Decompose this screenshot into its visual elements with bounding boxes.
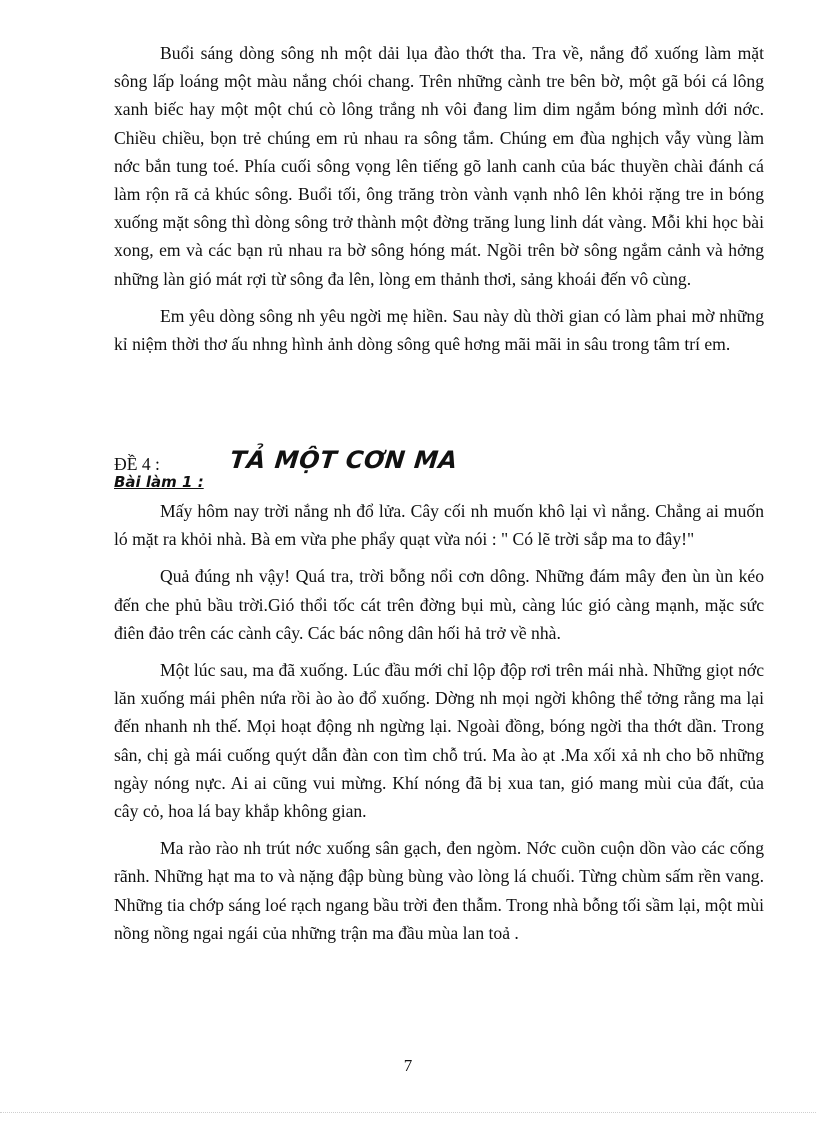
intro-paragraph-2: Em yêu dòng sông nh yêu ngời mẹ hiền. Sau này dù thời gian có làm phai mờ những kỉ niệm thời thơ ấu nhng hình ảnh dòng sông quê hơng mãi mãi in sâu trong tâm trí em.	[114, 305, 764, 355]
section-label: ĐỀ 4 :	[114, 454, 160, 474]
section-heading	[114, 448, 764, 498]
intro-paragraph-1: Buổi sáng dòng sông nh một dải lụa đào thớt tha. Tra về, nắng đổ xuống làm mặt sông lấp loáng một màu nắng chói chang. Trên những cành tre bên bờ, một gã bói cá lông xanh biếc hay một một chú cò lông trắng nh vôi đang lim dim ngắm bóng mình dới nớc. Chiều chiều, bọn trẻ chúng em rủ nhau ra sông tắm. Chúng em đùa nghịch vẫy vùng làm nớc bắn tung toé. Phía cuối sông vọng lên tiếng gõ lanh canh của bác thuyền chài đánh cá làm rộn rã cả khúc sông. Buổi tối, ông trăng tròn vành vạnh nhô lên khỏi rặng tre in bóng xuống mặt sông thì dòng sông trở thành một đờng trăng lung linh dát vàng. Mỗi khi học bài xong, em và các bạn rủ nhau ra bờ sông hóng mát. Ngồi trên bờ sông ngắm cảnh và hởng những làn gió mát rợi từ sông đa lên, lòng em thảnh thơi, sảng khoái đến vô cùng.	[114, 43, 764, 289]
essay-paragraph-1: Mấy hôm nay trời nắng nh đổ lửa. Cây cối nh muốn khô lại vì nắng. Chẳng ai muốn ló mặt ra khỏi nhà. Bà em vừa phe phẩy quạt vừa nói : " Có lẽ trời sắp ma to đây!"	[114, 501, 764, 550]
footer-divider	[0, 1112, 816, 1113]
essay-text-block	[114, 497, 764, 947]
essay-paragraph-4: Ma rào rào nh trút nớc xuống sân gạch, đen ngòm. Nớc cuồn cuộn dồn vào các cống rãnh. Những hạt ma to và nặng đập bùng bùng vào lòng lá chuối. Từng chùm sấm rền vang. Những tia chớp sáng loé rạch ngang bầu trời đen thẫm. Trong nhà bỗng tối sầm lại, một mùi nồng nồng ngai ngái của những trận ma đầu mùa lan toả .	[114, 838, 764, 943]
intro-text-block	[114, 39, 764, 358]
essay-paragraph-3: Một lúc sau, ma đã xuống. Lúc đầu mới chỉ lộp độp rơi trên mái nhà. Những giọt nớc lăn xuống mái phên nứa rồi ào ào đổ xuống. Dờng nh mọi ngời không thể tởng rằng ma lại đến nhanh nh thế. Mọi hoạt động nh ngừng lại. Ngoài đồng, bóng ngời tha thớt dần. Trong sân, chị gà mái cuống quýt dẫn đàn con tìm chỗ trú. Ma ào ạt .Ma xối xả nh cho bõ những ngày nóng nực. Ai ai cũng vui mừng. Khí nóng đã bị xua tan, gió mang mùi của đất, của cây cỏ, hoa lá bay khắp không gian.	[114, 660, 764, 822]
essay-paragraph-2: Quả đúng nh vậy! Quá tra, trời bỗng nổi cơn dông. Những đám mây đen ùn ùn kéo đến che phủ bầu trời.Gió thổi tốc cát trên đờng bụi mù, càng lúc gió càng mạnh, mặc sức điên đảo trên các cành cây. Các bác nông dân hối hả trở về nhà.	[114, 566, 764, 643]
section-title: TẢ MỘT CƠN MA	[228, 446, 460, 474]
section-subtitle: Bài làm 1 :	[114, 473, 204, 491]
page-number: 7	[403, 1056, 413, 1075]
